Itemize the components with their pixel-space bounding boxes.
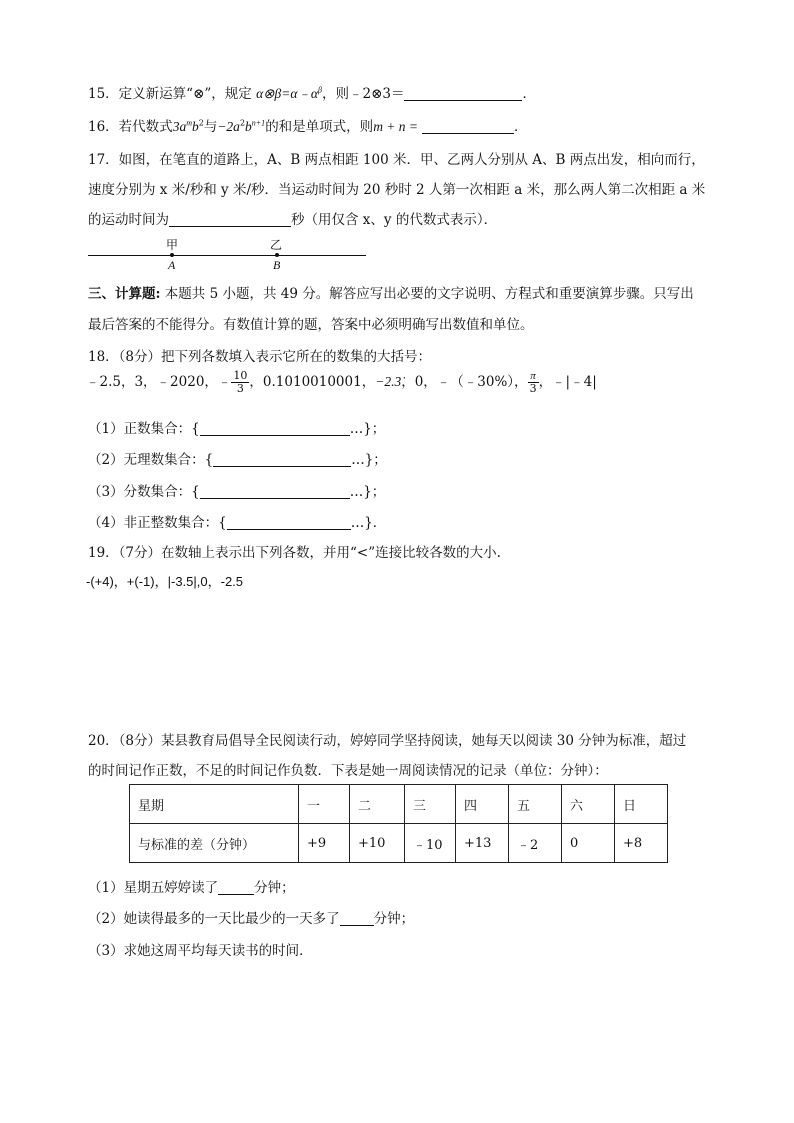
q17-line-2: 速度分别为 x 米/秒和 y 米/秒．当运动时间为 20 秒时 2 人第一次相距 a 米，那么两人第二次相距 a 米 (88, 182, 706, 198)
q20-sub-1 (88, 876, 295, 896)
sub-text: （2）她读得最多的一天比最少的一天多了 (88, 911, 340, 927)
q16-text-c: 的和是单项式，则 (265, 119, 374, 135)
q15-formula: α⊗β=α﹣α (256, 86, 318, 101)
item-label: （2）无理数集合：{ (88, 452, 214, 468)
q16-term2-b: b (245, 119, 252, 134)
section-3-intro (88, 282, 694, 302)
frac-denominator: 3 (529, 382, 537, 395)
table-cell: 一 (299, 785, 350, 824)
table-cell: +8 (615, 824, 668, 863)
table-cell: ﹣2 (509, 824, 562, 863)
table-cell: 四 (456, 785, 509, 824)
label-b: B (273, 258, 281, 272)
q18-nums-d: ，﹣|﹣4| (538, 374, 597, 390)
q16-text: 16．若代数式 (88, 119, 173, 135)
q15-text: 15．定义新运算“⊗”，规定 (88, 86, 257, 102)
q18-frac-10-3 (231, 370, 249, 395)
table-cell: +13 (456, 824, 509, 863)
q20-sub-2 (88, 907, 414, 927)
table-cell: 与标准的差（分钟） (130, 824, 299, 863)
q18-blank-3[interactable] (200, 484, 350, 499)
q16-term2-exp2: n+1 (251, 118, 266, 128)
item-end: …}； (349, 484, 386, 500)
table-cell: 六 (562, 785, 615, 824)
section-3-text: 本题共 5 小题，共 49 分。解答应写出必要的文字说明、方程式和重要演算步骤。只写出 (160, 286, 694, 302)
item-end: …}； (351, 452, 387, 468)
q16-text-b: 与 (203, 119, 218, 135)
q16-term2-exp1: 2 (239, 118, 246, 128)
table-cell: 0 (562, 824, 615, 863)
table-cell: 三 (405, 785, 456, 824)
q16-term2: −2a (217, 119, 240, 134)
label-yi: 乙 (270, 238, 283, 252)
item-label: （4）非正整数集合：{ (88, 515, 227, 531)
q18-repeating-decimal: −2.3̇ (375, 374, 402, 389)
table-cell: 日 (615, 785, 668, 824)
q19-title: 19．（7分）在数轴上表示出下列各数，并用“<”连接比较各数的大小. (88, 545, 501, 561)
sub-text-b: 分钟； (254, 880, 295, 896)
q16-answer-blank[interactable] (422, 119, 514, 134)
q17-text: 的运动时间为 (88, 212, 169, 228)
q17-road-figure (88, 236, 368, 276)
q18-nums-a: ﹣2.5，3，﹣2020，﹣ (86, 374, 232, 390)
item-end: …}； (349, 421, 386, 437)
section-3-heading: 三、计算题: (88, 286, 161, 302)
q18-item-3 (88, 480, 385, 500)
q18-title: 18．（8分）把下列各数填入表示它所在的数集的大括号： (88, 349, 432, 365)
q18-blank-1[interactable] (200, 421, 350, 436)
table-cell: 二 (350, 785, 405, 824)
q15-text-b: ，则﹣2⊗3＝ (321, 86, 405, 102)
q15-answer-blank[interactable] (404, 86, 522, 101)
table-cell: ﹣10 (405, 824, 456, 863)
q20-line-2: 的时间记作正数，不足的时间记作负数．下表是她一周阅读情况的记录（单位：分钟）： (88, 763, 608, 779)
q18-item-1 (88, 417, 385, 437)
point-b-dot (275, 253, 279, 257)
q18-nums-b: ，0.1010010001， (249, 374, 376, 390)
section-3-text-2: 最后答案的不能得分。有数值计算的题，答案中必须明确写出数值和单位。 (88, 317, 534, 333)
table-row (130, 824, 668, 863)
q17-answer-blank[interactable] (169, 212, 291, 227)
item-label: （3）分数集合：{ (88, 484, 200, 500)
q15-formula-sup: β (318, 85, 322, 95)
q18-item-2 (88, 448, 387, 468)
sub-text: （1）星期五婷婷读了 (88, 880, 219, 896)
q16-expression: m + n = (373, 119, 419, 134)
item-end: …}． (350, 515, 387, 531)
q18-numbers (86, 370, 597, 395)
q18-item-4 (88, 511, 386, 531)
table-cell: 星期 (130, 785, 299, 824)
frac-numerator: 10 (233, 369, 248, 382)
reading-table (129, 784, 668, 863)
item-label: （1）正数集合：{ (88, 421, 200, 437)
q20-blank-2[interactable] (340, 911, 374, 926)
frac-numerator: π (528, 370, 539, 383)
q16-term1: 3a (172, 119, 187, 134)
q20-sub-3: （3）求她这周平均每天读书的时间． (88, 943, 313, 959)
q16-term1-exp1: m (186, 118, 192, 128)
table-cell: +9 (299, 824, 350, 863)
q17-line-3 (88, 208, 497, 228)
frac-denominator: 3 (236, 382, 244, 395)
q17-text-b: 秒（用仅含 x、y 的代数式表示）． (291, 212, 498, 228)
label-a: A (168, 258, 176, 272)
q19-numbers: -(+4)，+(-1)，|-3.5|,0，-2.5 (86, 574, 244, 589)
q18-frac-pi-3 (528, 370, 539, 395)
table-cell: 五 (509, 785, 562, 824)
sub-text-b: 分钟； (373, 911, 415, 927)
q20-line-1: 20．（8分）某县教育局倡导全民阅读行动，婷婷同学坚持阅读，她每天以阅读 30 分钟为标准，超过 (88, 733, 687, 749)
question-16 (88, 115, 528, 135)
label-jia: 甲 (166, 238, 179, 252)
point-a-dot (170, 253, 174, 257)
question-15 (88, 82, 536, 102)
q16-end: ． (514, 119, 528, 135)
q18-nums-c: ，0，﹣（﹣30%）， (401, 374, 528, 390)
road-line (88, 255, 366, 256)
q17-line-1: 17．如图，在笔直的道路上，A、B 两点相距 100 米．甲、乙两人分别从 A、B 两点出发，相向而行， (88, 152, 705, 168)
q18-blank-2[interactable] (213, 452, 351, 467)
q20-blank-1[interactable] (218, 880, 254, 895)
table-cell: +10 (350, 824, 405, 863)
q16-term1-exp2: 2 (198, 118, 204, 128)
q15-end: ． (522, 86, 536, 102)
q18-blank-4[interactable] (227, 515, 351, 530)
table-header-row (130, 785, 668, 824)
q16-term1-b: b (191, 119, 199, 134)
